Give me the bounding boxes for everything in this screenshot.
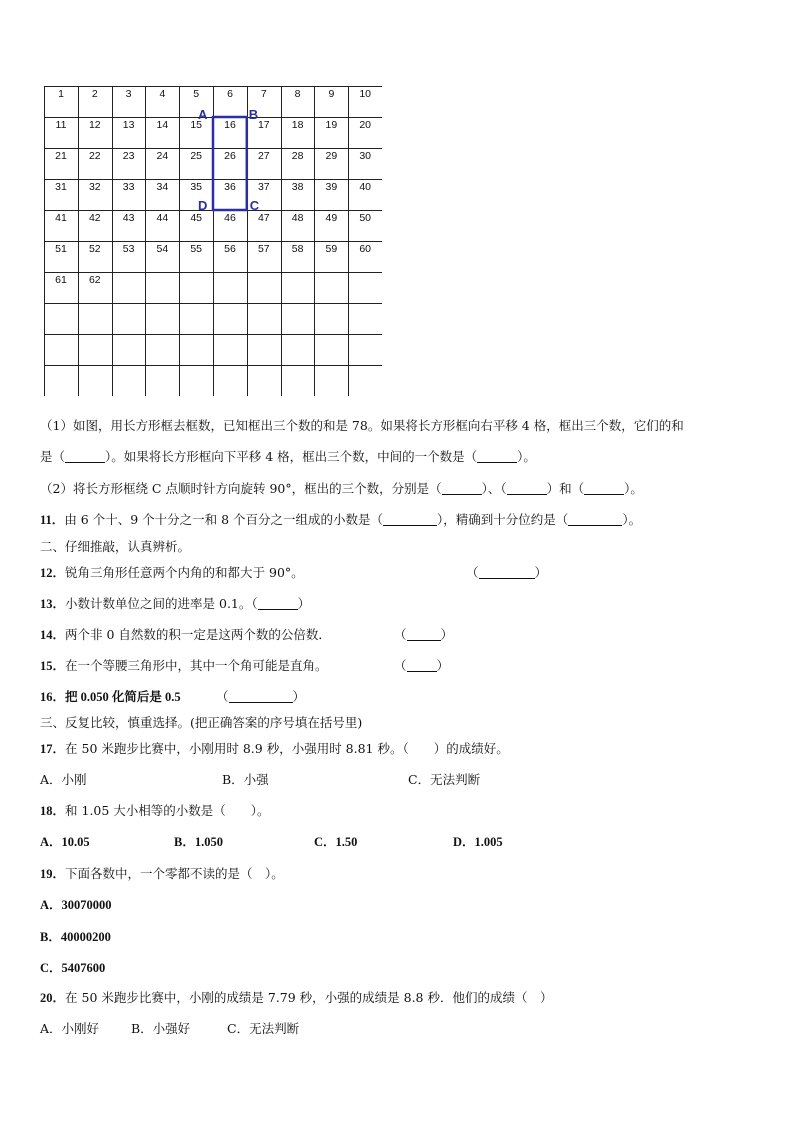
grid-number: 45 [190, 212, 203, 224]
q15-text: 在一个等腰三角形中，其中一个角可能是直角。 [65, 658, 328, 673]
question-number: 18． [40, 804, 66, 818]
grid-number: 10 [359, 88, 372, 100]
grid-number: 36 [224, 181, 236, 193]
grid-number: 53 [122, 243, 135, 255]
q16-text: 把 0.050 化简后是 0.5 [65, 690, 181, 704]
answer-blank[interactable] [507, 482, 547, 495]
q10-text: ）。 [517, 449, 536, 464]
q19-option-c[interactable]: C．5407600 [40, 961, 106, 975]
q12 [40, 563, 304, 581]
grid-lines [44, 86, 382, 396]
q12-text: 锐角三角形任意两个内角的和都大于 90°。 [65, 565, 304, 580]
grid-number: 43 [122, 212, 135, 224]
grid-number: 15 [190, 119, 203, 131]
q19-text: 下面各数中，一个零都不读的是（ ）。 [65, 866, 284, 881]
question-number: 11． [40, 513, 65, 527]
paren: ） [436, 658, 450, 673]
grid-number: 40 [359, 181, 372, 193]
q10-part1-line1: （1）如图，用长方形框去框数，已知框出三个数的和是 78。如果将长方形框向右平移 4 格，框出三个数，它们的和 [40, 418, 684, 433]
q10-part2 [40, 479, 643, 497]
question-number: 15． [40, 659, 66, 673]
grid-number: 18 [291, 119, 304, 131]
answer-blank[interactable] [584, 482, 624, 495]
grid-number: 4 [159, 88, 166, 100]
q17-option-c[interactable]: C．无法判断 [408, 772, 481, 787]
q11-text: 由 6 个十、9 个十分之一和 8 个百分之一组成的小数是（ [64, 512, 384, 527]
answer-blank[interactable] [383, 513, 437, 526]
q20-option-b[interactable]: B．小强好 [131, 1021, 191, 1036]
grid-number: 11 [55, 119, 67, 131]
q18-option-a[interactable]: A．10.05 [40, 835, 90, 849]
question-number: 13． [40, 597, 66, 611]
q19-option-a[interactable]: A．30070000 [40, 898, 112, 912]
grid-number: 49 [325, 212, 338, 224]
grid-number: 16 [224, 119, 236, 131]
q14 [40, 625, 331, 643]
grid-number: 48 [291, 212, 304, 224]
grid-number: 6 [227, 88, 233, 100]
grid-number: 38 [291, 181, 304, 193]
q20-option-a[interactable]: A．小刚好 [40, 1021, 100, 1036]
q13 [40, 594, 310, 612]
paren: （ [216, 689, 229, 704]
q10-text: ）。 [624, 481, 643, 496]
q10-text: 是（ [40, 449, 66, 464]
grid-number: 14 [156, 119, 169, 131]
answer-blank[interactable] [258, 597, 298, 610]
q16-answer [216, 687, 305, 705]
question-number: 16． [40, 690, 66, 704]
grid-number: 9 [328, 88, 335, 100]
section-2-heading: 二、仔细推敲，认真辨析。 [40, 539, 191, 554]
q14-text: 两个非 0 自然数的积一定是这两个数的公倍数． [65, 627, 331, 642]
paren: ） [534, 565, 548, 580]
corner-label-b: B [248, 107, 259, 122]
answer-blank[interactable] [229, 690, 293, 703]
paren: （ [466, 565, 479, 580]
grid-number: 24 [156, 150, 169, 162]
corner-label-c: C [249, 198, 260, 213]
q17-option-b[interactable]: B．小强 [222, 772, 269, 787]
q14-answer [394, 625, 453, 643]
grid-number: 42 [88, 212, 101, 224]
grid-number: 13 [122, 119, 135, 131]
grid-number: 57 [257, 243, 270, 255]
grid-number: 27 [257, 150, 270, 162]
q20-text: 在 50 米跑步比赛中，小刚的成绩是 7.79 秒，小强的成绩是 8.8 秒．他们的成绩（ ） [65, 990, 553, 1005]
grid-number: 54 [156, 243, 169, 255]
answer-blank[interactable] [407, 659, 437, 672]
q19-option-b[interactable]: B．40000200 [40, 930, 111, 944]
answer-blank[interactable] [407, 628, 441, 641]
q18-text: 和 1.05 大小相等的小数是（ ）。 [65, 803, 270, 818]
grid-number: 44 [156, 212, 169, 224]
q11-text: ），精确到十分位约是（ [437, 512, 569, 527]
grid-number: 34 [156, 181, 169, 193]
grid-number: 22 [88, 150, 101, 162]
question-number: 12． [40, 566, 66, 580]
q15 [40, 656, 328, 674]
q15-answer [394, 656, 449, 674]
grid-number: 33 [122, 181, 135, 193]
grid-number: 25 [190, 150, 203, 162]
answer-blank[interactable] [65, 450, 105, 463]
grid-number: 21 [55, 150, 67, 162]
grid-number: 39 [325, 181, 338, 193]
corner-label-a: A [198, 107, 208, 122]
grid-number: 56 [224, 243, 236, 255]
grid-number: 26 [224, 150, 236, 162]
question-number: 14． [40, 628, 66, 642]
q20-option-c[interactable]: C．无法判断 [227, 1021, 300, 1036]
grid-number: 51 [55, 243, 67, 255]
grid-number: 35 [190, 181, 203, 193]
grid-number: 62 [88, 274, 101, 286]
grid-number: 5 [193, 88, 200, 100]
grid-number: 19 [325, 119, 338, 131]
paren: （ [394, 627, 407, 642]
grid-number: 37 [257, 181, 270, 193]
grid-number: 8 [294, 88, 301, 100]
q18-option-c[interactable]: C．1.50 [314, 835, 358, 849]
q11 [40, 510, 641, 528]
q17-option-a[interactable]: A．小刚 [40, 772, 87, 787]
q10-part1-line2 [40, 447, 536, 465]
q10-text: ）、（ [481, 481, 507, 496]
grid-number: 46 [224, 212, 236, 224]
grid-number: 7 [260, 88, 267, 100]
question-number: 20． [40, 991, 66, 1005]
answer-blank[interactable] [477, 450, 517, 463]
grid-number: 20 [359, 119, 372, 131]
grid-number: 52 [88, 243, 101, 255]
grid-number: 23 [122, 150, 135, 162]
answer-blank[interactable] [479, 566, 535, 579]
grid-number: 58 [291, 243, 304, 255]
grid-number: 31 [55, 181, 67, 193]
q10-text: （2）将长方形框绕 C 点顺时针方向旋转 90°，框出的三个数，分别是（ [40, 481, 442, 496]
grid-number: 30 [359, 150, 372, 162]
corner-label-d: D [198, 198, 208, 213]
grid-number: 29 [325, 150, 338, 162]
grid-number: 59 [325, 243, 338, 255]
grid-number: 32 [88, 181, 101, 193]
paren: （ [394, 658, 407, 673]
q10-text: ）。如果将长方形框向下平移 4 格，框出三个数，中间的一个数是（ [105, 449, 478, 464]
q17 [40, 739, 509, 757]
q17-text: 在 50 米跑步比赛中，小刚用时 8.9 秒，小强用时 8.81 秒。（ ）的成绩好。 [65, 741, 509, 756]
q18-option-b[interactable]: B．1.050 [174, 835, 223, 849]
answer-blank[interactable] [568, 513, 622, 526]
grid-number: 28 [291, 150, 304, 162]
grid-number: 41 [55, 212, 67, 224]
number-grid [44, 86, 382, 396]
grid-number: 55 [190, 243, 203, 255]
grid-number: 47 [257, 212, 270, 224]
grid-number: 60 [359, 243, 372, 255]
q19 [40, 864, 284, 882]
question-number: 19． [40, 867, 66, 881]
paren: ） [297, 596, 311, 611]
q12-answer [466, 563, 547, 581]
paren: ） [292, 689, 306, 704]
grid-number: 3 [125, 88, 132, 100]
grid-number: 17 [257, 119, 270, 131]
q13-text: 小数计数单位之间的进率是 0.1。（ [65, 596, 258, 611]
grid-number: 50 [359, 212, 372, 224]
paren: ） [440, 627, 454, 642]
q16 [40, 687, 181, 705]
grid-number: 12 [88, 119, 101, 131]
grid-number: 1 [58, 88, 64, 100]
section-3-heading: 三、反复比较，慎重选择。(把正确答案的序号填在括号里) [40, 715, 363, 730]
q18-option-d[interactable]: D．1.005 [453, 835, 503, 849]
q10-text: ）和（ [546, 481, 585, 496]
answer-blank[interactable] [442, 482, 482, 495]
grid-number: 2 [91, 88, 98, 100]
q18 [40, 801, 270, 819]
question-number: 17． [40, 742, 66, 756]
q11-text: ）。 [622, 512, 642, 527]
q20 [40, 988, 552, 1006]
grid-number: 61 [55, 274, 67, 286]
